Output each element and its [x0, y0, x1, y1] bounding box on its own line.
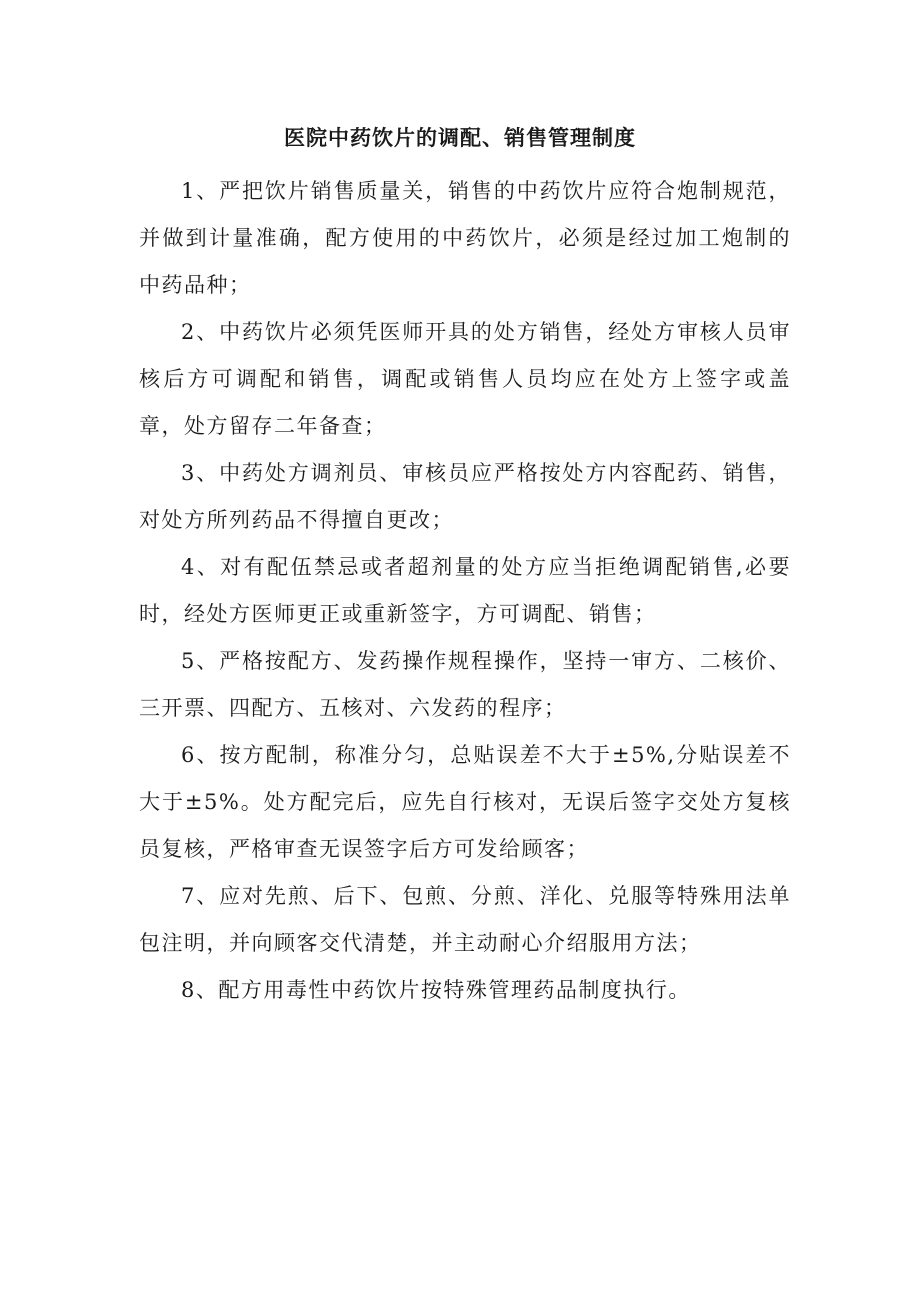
document-body: [139, 168, 791, 1014]
paragraph-8: 8、配方用毒性中药饮片按特殊管理药品制度执行。: [181, 978, 691, 1002]
paragraph-5: 5、严格按配方、发药操作规程操作，坚持一审方、二核价、三开票、四配方、五核对、六发药的程序；: [139, 649, 791, 720]
paragraph-7: 7、应对先煎、后下、包煎、分煎、洋化、兑服等特殊用法单包注明，并向顾客交代清楚，并主动耐心介绍服用方法；: [139, 884, 791, 955]
paragraph-4: 4、对有配伍禁忌或者超剂量的处方应当拒绝调配销售,必要时，经处方医师更正或重新签字，方可调配、销售；: [139, 555, 791, 626]
paragraph-1: 1、严把饮片销售质量关，销售的中药饮片应符合炮制规范，并做到计量准确，配方使用的中药饮片，必须是经过加工炮制的中药品种；: [139, 179, 791, 297]
paragraph-6: 6、按方配制，称准分匀，总贴误差不大于±5%,分贴误差不大于±5%。处方配完后，应先自行核对，无误后签字交处方复核员复核，严格审查无误签字后方可发给顾客；: [139, 743, 791, 861]
document-title: 医院中药饮片的调配、销售管理制度: [284, 125, 636, 150]
paragraph-3: 3、中药处方调剂员、审核员应严格按处方内容配药、销售，对处方所列药品不得擅自更改；: [139, 461, 791, 532]
paragraph-2: 2、中药饮片必须凭医师开具的处方销售，经处方审核人员审核后方可调配和销售，调配或销售人员均应在处方上签字或盖章，处方留存二年备查；: [139, 320, 791, 438]
